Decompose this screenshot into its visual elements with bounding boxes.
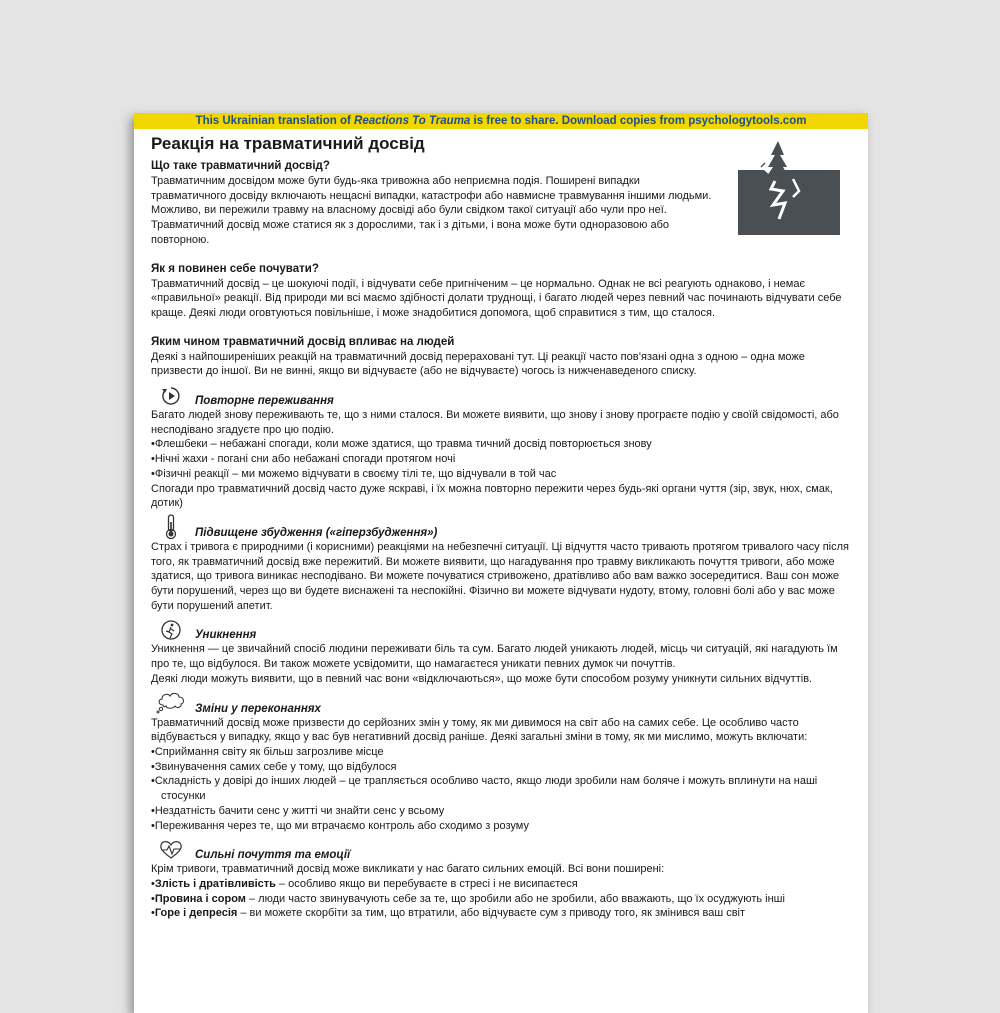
list-item: • Нічні жахи - погані сни або небажані спогади протягом ночі: [151, 452, 851, 467]
list-item: • Флешбеки – небажані спогади, коли може здатися, що травма тичний досвід повторюється знову: [151, 437, 851, 452]
list-item: • Фізичні реакції – ми можемо відчувати в своєму тілі те, що відчували в той час: [151, 467, 851, 482]
thermometer-icon: [155, 515, 187, 540]
section-what: [151, 159, 851, 248]
thought-cloud-icon: [155, 691, 187, 716]
list-item: • Звинувачення самих себе у тому, що відбулося: [151, 760, 851, 775]
emotion-text: – ви можете скорбіти за тим, що втратили, або відчуваєте сум з приводу того, як змінився ваш світ: [237, 907, 746, 920]
list-item: [151, 877, 851, 892]
page-title: Реакція на травматичний досвід: [151, 134, 425, 153]
avoidance-icon: [155, 617, 187, 642]
section-question: Що таке травматичний досвід?: [151, 160, 330, 172]
emotion-term: Злість і дратівливість: [154, 877, 276, 890]
section-body: Уникнення — це звичайний спосіб людини переживати біль та сум. Багато людей уникають людей, місць чи ситуацій, які нагадують їм про те, що відбулося. Ви також можете усвідомити, що намагаєтеся уникати певних думок чи почуттів.: [151, 643, 838, 671]
section-body: Спогади про травматичний досвід часто дуже яскраві, і їх можна повторно пережити через будь-які органи чуття (зір, звук, нюх, смак, дотик): [151, 482, 833, 510]
list-item: • Складність у довірі до інших людей – це трапляється особливо часто, якщо люди зробили нам боляче і можуть вплинути на наші стосунки: [151, 774, 851, 803]
subhead-emotions: [151, 837, 851, 862]
subhead-label: Сильні почуття та емоції: [195, 849, 351, 862]
worksheet-page: [134, 113, 868, 1013]
section-affect: [151, 335, 851, 379]
emotion-term: Горе і депресія: [154, 907, 238, 920]
section-body: Багато людей знову переживають те, що з ними сталося. Ви можете виявити, що знову і знову програєте подію у своїй свідомості, або несподівано згадуєте про цю подію.: [151, 409, 839, 436]
emotion-text: – особливо якщо ви перебуваєте в стресі і не висипаєтеся: [275, 877, 578, 890]
list-item: • Нездатність бачити сенс у житті чи знайти сенс у всьому: [151, 804, 851, 819]
list-item: • Сприймання світу як більш загрозливе місце: [151, 745, 851, 760]
replay-icon: [155, 383, 187, 408]
subhead-label: Уникнення: [195, 629, 257, 642]
subhead-hyperarousal: [151, 515, 851, 540]
subhead-beliefs: [151, 691, 851, 716]
section-body: Деякі люди можуть виявити, що в певний час вони «відключаються», що може бути способом розуму уникнути сильних відчуттів.: [151, 672, 813, 685]
subhead-label: Повторне переживання: [195, 395, 334, 408]
section-emotions: [151, 862, 851, 921]
section-question: Як я повинен себе почувати?: [151, 262, 319, 275]
bullet-list: [151, 437, 851, 481]
section-beliefs: [151, 716, 851, 834]
worksheet-content: [151, 133, 851, 935]
section-hyperarousal: [151, 540, 851, 614]
section-body: Крім тривоги, травматичний досвід може викликати у нас багато сильних емоцій. Всі вони поширені:: [151, 863, 665, 876]
heart-pulse-icon: [155, 837, 187, 862]
section-body: Деякі з найпоширеніших реакцій на травматичний досвід перераховані тут. Ці реакції часто пов’язані одна з одною – одна може призвести до іншої. Ви не винні, якщо ви відчуваєте (або не відчуваєте) чогось із нижченаведеного списку.: [151, 350, 805, 378]
bullet-list: [151, 745, 851, 833]
section-avoidance: [151, 642, 851, 686]
banner-link-text[interactable]: is free to share. Download copies from psychologytools.com: [470, 115, 807, 127]
section-body: Страх і тривога є природними (і корисними) реакціями на небезпечні ситуації. Ці відчуття часто тривають протягом тривалого часу після того, як травматичний досвід вже пережитий. Ви можете виявити, що нагадування про травму викликають почуття тривоги, або може здатися, що тривога виникає несподівано. Ви можете почуватися стривожено, дратівливо або вам важко зосередитися. Ваш сон може бути порушений, через що ви будете виснажені та неспокійні. Фізично ви можете відчувати нудоту, втому, головні болі або у вас може бути порушений апетит.: [151, 540, 849, 612]
section-body: Травматичний досвід може призвести до серйозних змін у тому, як ми дивимося на світ або на самих себе. Це особливо часто відбувається у випадку, якщо у вас був негативний досвід раніше. Деякі загальні зміни в тому, як ми мислимо, можуть включати:: [151, 716, 808, 744]
subhead-label: Підвищене збудження («гіперзбудження»): [195, 526, 438, 539]
banner-text: This Ukrainian translation of: [195, 115, 355, 127]
subhead-label: Зміни у переконаннях: [195, 702, 321, 715]
list-item: • Переживання через те, що ми втрачаємо контроль або сходимо з розуму: [151, 819, 851, 834]
section-body: Травматичним досвідом може бути будь-яка тривожна або неприємна подія. Поширені випадки травматичного досвіду включають нещасні випадки, катастрофи або навмисне травмування іншими людьми. Можливо, ви пережили травму на власному досвіді або були свідком такої ситуації або чули про неї. Травматичний досвід може статися як з дорослими, так і з дітьми, і вона може бути одноразовою або повторною.: [151, 175, 712, 246]
bullet-list: [151, 877, 851, 921]
banner-italic-title: Reactions To Trauma: [354, 115, 471, 127]
emotion-text: – люди часто звинувачують себе за те, що зробили або не зробили, або вважають, що їх осуджують інші: [245, 892, 785, 905]
share-banner[interactable]: [134, 113, 868, 129]
section-feel: [151, 262, 851, 321]
list-item: [151, 892, 851, 907]
section-reexperiencing: [151, 408, 851, 511]
emotion-term: Провина і сором: [154, 892, 246, 905]
section-question: Яким чином травматичний досвід впливає на людей: [151, 335, 455, 348]
section-body: Травматичний досвід – це шокуючі події, і відчувати себе пригніченим – це нормально. Однак не всі реагують однаково, і немає «правильної» реакції. Від природи ми всі маємо здібності долати труднощі, і багато людей через певний час починають відчувати себе краще. Деякі люди оговтуються повільніше, і може знадобитися допомога, щоб справитися з тим, що сталося.: [151, 277, 842, 319]
subhead-reexperiencing: [151, 383, 851, 408]
subhead-avoidance: [151, 617, 851, 642]
list-item: [151, 906, 851, 921]
